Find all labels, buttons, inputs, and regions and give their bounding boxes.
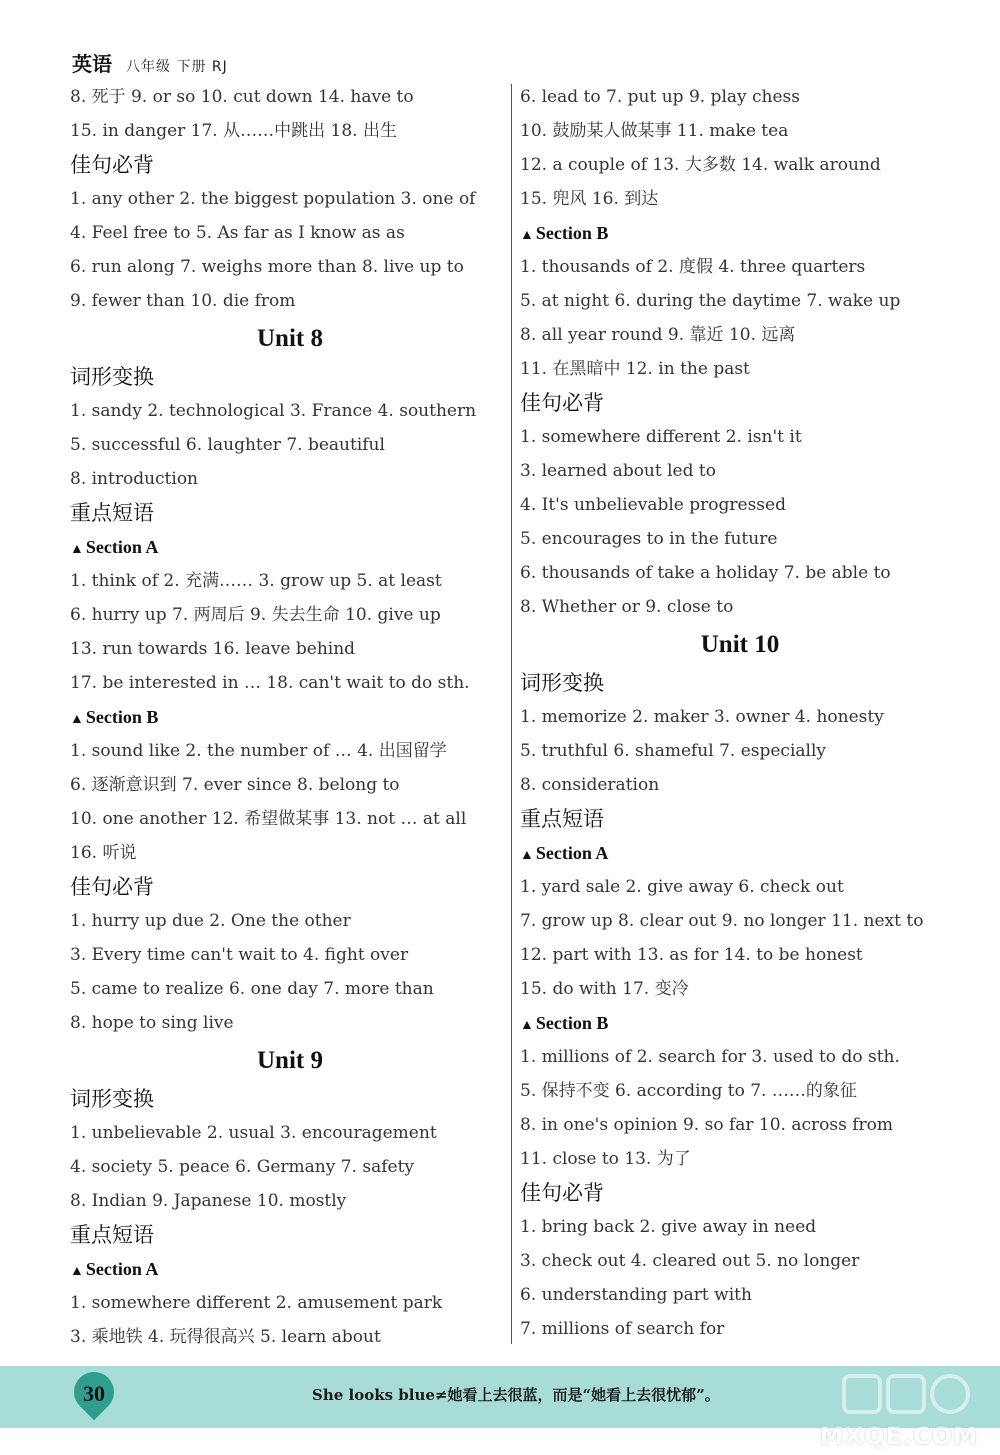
category-heading: 佳句必背 bbox=[70, 153, 154, 177]
answer-line: 1. hurry up due 2. One the other bbox=[70, 911, 351, 931]
answer-line: 10. 鼓励某人做某事 11. make tea bbox=[520, 121, 789, 141]
answer-line: 8. consideration bbox=[520, 775, 660, 795]
section-label: Section B bbox=[535, 223, 609, 243]
answer-line: 11. close to 13. 为了 bbox=[520, 1149, 691, 1169]
column-divider bbox=[511, 84, 512, 1344]
triangle-icon: ▲ bbox=[70, 542, 84, 557]
watermark-logo-icon bbox=[842, 1372, 972, 1416]
section-title bbox=[70, 1252, 510, 1286]
category-heading: 词形变换 bbox=[70, 365, 154, 389]
category-heading: 佳句必背 bbox=[520, 1181, 604, 1205]
answer-line: 6. hurry up 7. 两周后 9. 失去生命 10. give up bbox=[70, 605, 441, 625]
answer-line: 7. millions of search for bbox=[520, 1319, 725, 1339]
answer-line: 17. be interested in … 18. can't wait to do sth. bbox=[70, 673, 470, 693]
answer-line: 5. truthful 6. shameful 7. especially bbox=[520, 741, 827, 761]
answer-line: 12. a couple of 13. 大多数 14. walk around bbox=[520, 155, 881, 175]
answer-line: 1. millions of 2. search for 3. used to do sth. bbox=[520, 1047, 900, 1067]
page-number: 30 bbox=[83, 1381, 105, 1406]
unit-title: Unit 9 bbox=[257, 1047, 323, 1074]
section-label: Section B bbox=[85, 707, 159, 727]
answer-line: 1. yard sale 2. give away 6. check out bbox=[520, 877, 844, 897]
answer-line: 8. 死于 9. or so 10. cut down 14. have to bbox=[70, 87, 414, 107]
answer-line: 6. thousands of take a holiday 7. be able to bbox=[520, 563, 891, 583]
section-label: Section A bbox=[85, 1259, 159, 1279]
answer-line: 4. Feel free to 5. As far as I know as as bbox=[70, 223, 405, 243]
section-label: Section A bbox=[535, 843, 609, 863]
triangle-icon: ▲ bbox=[520, 848, 534, 863]
watermark-url: MXQE.COM bbox=[819, 1422, 978, 1450]
answer-line: 1. somewhere different 2. amusement park bbox=[70, 1293, 443, 1313]
category-heading: 重点短语 bbox=[70, 501, 154, 525]
triangle-icon: ▲ bbox=[520, 1018, 534, 1033]
answer-line: 5. encourages to in the future bbox=[520, 529, 778, 549]
answer-line: 15. 兜风 16. 到达 bbox=[520, 189, 659, 209]
answer-line: 5. at night 6. during the daytime 7. wake up bbox=[520, 291, 901, 311]
answer-line: 6. understanding part with bbox=[520, 1285, 752, 1305]
section-title bbox=[520, 216, 960, 250]
answer-line: 4. society 5. peace 6. Germany 7. safety bbox=[70, 1157, 415, 1177]
answer-line: 1. sandy 2. technological 3. France 4. southern bbox=[70, 401, 477, 421]
answer-line: 15. in danger 17. 从……中跳出 18. 出生 bbox=[70, 121, 397, 141]
answer-line: 5. 保持不变 6. according to 7. ……的象征 bbox=[520, 1081, 857, 1101]
answer-line: 13. run towards 16. leave behind bbox=[70, 639, 356, 659]
answer-line: 8. in one's opinion 9. so far 10. across from bbox=[520, 1115, 894, 1135]
answer-line: 15. do with 17. 变冷 bbox=[520, 979, 689, 999]
answer-line: 10. one another 12. 希望做某事 13. not … at all bbox=[70, 809, 467, 829]
left-column bbox=[70, 80, 510, 1354]
answer-line: 3. check out 4. cleared out 5. no longer bbox=[520, 1251, 860, 1271]
triangle-icon: ▲ bbox=[70, 1264, 84, 1279]
right-column bbox=[520, 80, 960, 1346]
section-title bbox=[520, 1006, 960, 1040]
answer-line: 12. part with 13. as for 14. to be honest bbox=[520, 945, 863, 965]
unit-title: Unit 8 bbox=[257, 325, 323, 352]
answer-line: 1. thousands of 2. 度假 4. three quarters bbox=[520, 257, 866, 277]
answer-line: 6. lead to 7. put up 9. play chess bbox=[520, 87, 801, 107]
triangle-icon: ▲ bbox=[520, 228, 534, 243]
answer-line: 7. grow up 8. clear out 9. no longer 11. next to bbox=[520, 911, 924, 931]
answer-line: 1. unbelievable 2. usual 3. encouragement bbox=[70, 1123, 437, 1143]
section-label: Section A bbox=[85, 537, 159, 557]
answer-line: 8. Whether or 9. close to bbox=[520, 597, 734, 617]
answer-line: 6. run along 7. weighs more than 8. live up to bbox=[70, 257, 464, 277]
answer-line: 8. hope to sing live bbox=[70, 1013, 234, 1033]
category-heading: 词形变换 bbox=[70, 1087, 154, 1111]
answer-line: 1. memorize 2. maker 3. owner 4. honesty bbox=[520, 707, 884, 727]
category-heading: 佳句必背 bbox=[520, 391, 604, 415]
answer-line: 16. 听说 bbox=[70, 843, 137, 863]
answer-line: 1. somewhere different 2. isn't it bbox=[520, 427, 802, 447]
answer-line: 6. 逐渐意识到 7. ever since 8. belong to bbox=[70, 775, 400, 795]
answer-line: 5. successful 6. laughter 7. beautiful bbox=[70, 435, 385, 455]
category-heading: 重点短语 bbox=[520, 807, 604, 831]
category-heading: 佳句必背 bbox=[70, 875, 154, 899]
answer-line: 1. bring back 2. give away in need bbox=[520, 1217, 817, 1237]
answer-line: 11. 在黑暗中 12. in the past bbox=[520, 359, 750, 379]
answer-line: 8. all year round 9. 靠近 10. 远离 bbox=[520, 325, 796, 345]
answer-line: 4. It's unbelievable progressed bbox=[520, 495, 786, 515]
footer-tip: She looks blue≠她看上去很蓝，而是“她看上去很忧郁”。 bbox=[312, 1386, 720, 1404]
category-heading: 重点短语 bbox=[70, 1223, 154, 1247]
section-title bbox=[520, 836, 960, 870]
triangle-icon: ▲ bbox=[70, 712, 84, 727]
answer-line: 1. sound like 2. the number of … 4. 出国留学 bbox=[70, 741, 447, 761]
grade-label: 八年级 下册 RJ bbox=[126, 59, 228, 75]
answer-line: 3. 乘地铁 4. 玩得很高兴 5. learn about bbox=[70, 1327, 381, 1347]
answer-line: 1. think of 2. 充满…… 3. grow up 5. at least bbox=[70, 571, 442, 591]
section-label: Section B bbox=[535, 1013, 609, 1033]
answer-line: 1. any other 2. the biggest population 3. one of bbox=[70, 189, 476, 209]
section-title bbox=[70, 700, 510, 734]
answer-line: 3. Every time can't wait to 4. fight over bbox=[70, 945, 409, 965]
section-title bbox=[70, 530, 510, 564]
answer-line: 3. learned about led to bbox=[520, 461, 716, 481]
unit-title: Unit 10 bbox=[700, 631, 780, 658]
watermark bbox=[819, 1370, 982, 1450]
answer-line: 8. Indian 9. Japanese 10. mostly bbox=[70, 1191, 347, 1211]
category-heading: 词形变换 bbox=[520, 671, 604, 695]
subject-label: 英语 bbox=[72, 52, 112, 76]
answer-line: 5. came to realize 6. one day 7. more than bbox=[70, 979, 434, 999]
answer-line: 9. fewer than 10. die from bbox=[70, 291, 296, 311]
page-header bbox=[72, 48, 228, 76]
answer-line: 8. introduction bbox=[70, 469, 199, 489]
